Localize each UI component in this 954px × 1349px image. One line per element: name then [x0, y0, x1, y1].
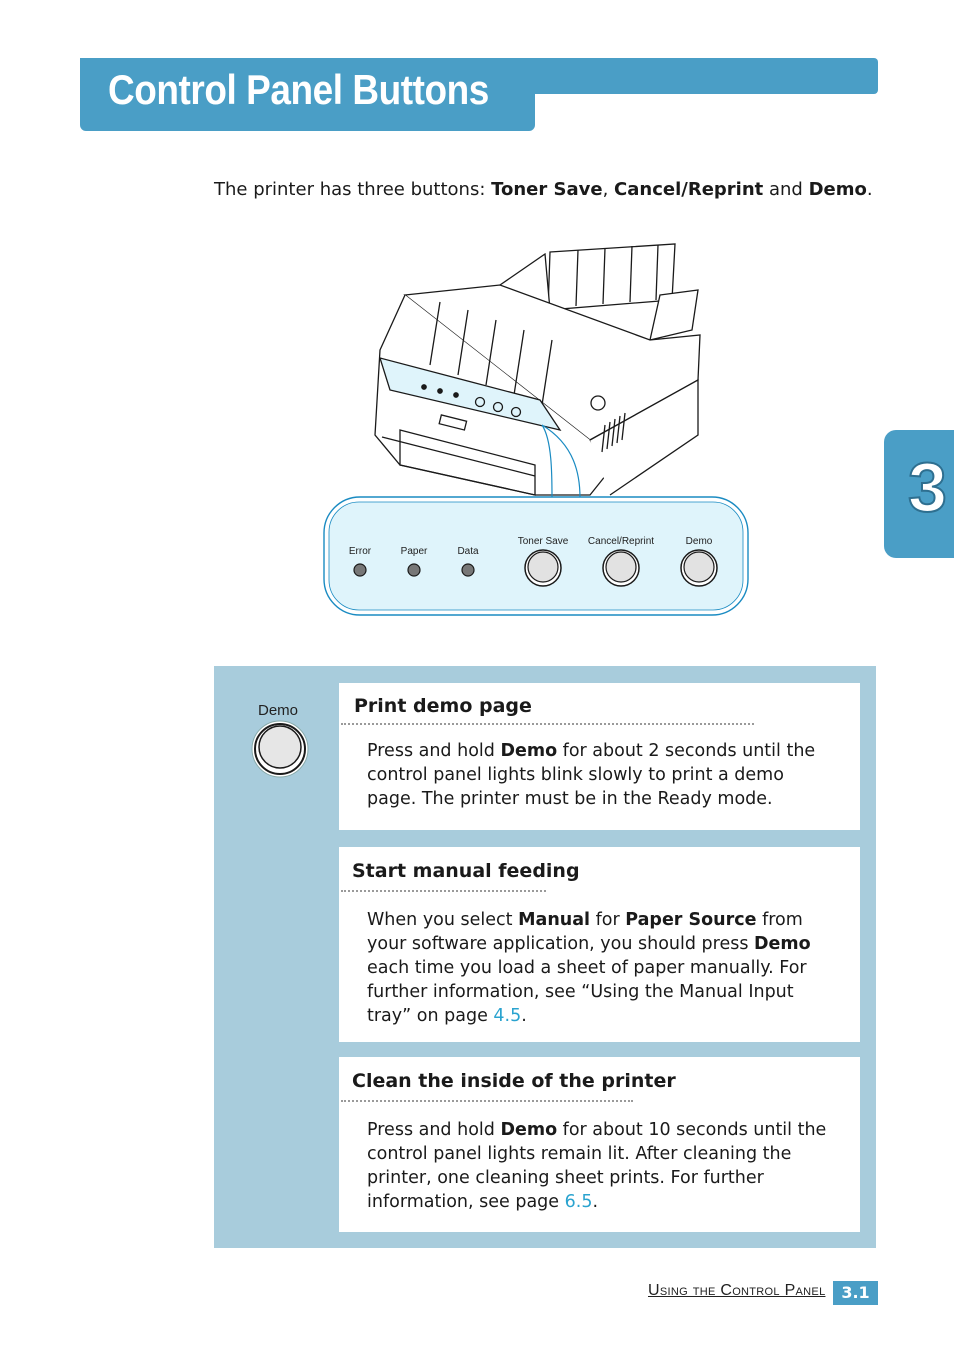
- led-paper-label: Paper: [400, 546, 428, 557]
- led-data-label: Data: [457, 546, 479, 557]
- intro-prefix: The printer has three buttons:: [214, 179, 492, 200]
- body-text: each time you load a sheet of paper manually. For further information, see “Using the Manual Input tray” on page: [367, 958, 807, 1026]
- chapter-number: 3: [908, 448, 947, 526]
- card-start-manual-feeding: [339, 847, 860, 1042]
- title-underline: [341, 1100, 633, 1102]
- printer-drawing: [375, 244, 700, 495]
- cancel-reprint-cap: [606, 552, 636, 582]
- demo-side-button-icon: [250, 720, 310, 778]
- page-number: 3.1: [833, 1281, 878, 1305]
- intro-demo: Demo: [808, 179, 867, 200]
- body-bold: Demo: [754, 934, 811, 954]
- led-error-label: Error: [348, 546, 372, 557]
- body-bold: Demo: [500, 741, 558, 761]
- cancel-reprint-label: Cancel/Reprint: [587, 536, 655, 547]
- body-text: for about 10 seconds until the control panel lights remain lit. After cleaning the printer, one cleaning sheet prints. For further information, see page: [367, 1120, 827, 1212]
- toner-save-label: Toner Save: [517, 536, 569, 547]
- card-title: Start manual feeding: [352, 860, 580, 882]
- intro-toner-save: Toner Save: [491, 179, 603, 200]
- body-text: Press and hold: [367, 741, 501, 761]
- card-body: [367, 908, 837, 1028]
- title-underline: [341, 890, 546, 892]
- intro-suffix: .: [866, 179, 873, 200]
- page-title: Control Panel Buttons: [108, 66, 489, 113]
- body-bold: Manual: [518, 910, 591, 930]
- body-text: .: [521, 1006, 527, 1026]
- card-body: [367, 739, 837, 811]
- toner-save-cap: [528, 552, 558, 582]
- demo-button[interactable]: [681, 536, 717, 586]
- intro-text: [214, 179, 873, 200]
- body-text: When you select: [367, 910, 519, 930]
- led-paper-light: [408, 564, 420, 576]
- intro-cancel-reprint: Cancel/Reprint: [614, 179, 764, 200]
- card-title: Print demo page: [354, 695, 532, 717]
- body-text: Press and hold: [367, 1120, 501, 1140]
- demo-cap: [684, 552, 714, 582]
- led-data-light: [462, 564, 474, 576]
- page-link-6-5[interactable]: 6.5: [564, 1192, 593, 1212]
- card-body: [367, 1118, 837, 1214]
- body-text: for about 2 seconds until the control panel lights blink slowly to print a demo page. The printer must be in the Ready mode.: [367, 741, 816, 809]
- printer-illustration: [320, 240, 752, 620]
- demo-side-cap: [259, 726, 301, 768]
- card-title: Clean the inside of the printer: [352, 1070, 676, 1092]
- led-error-light: [354, 564, 366, 576]
- body-text: for: [590, 910, 626, 930]
- demo-side-label: Demo: [258, 702, 299, 719]
- footer-section-title: Using the Control Panel: [648, 1282, 826, 1299]
- demo-label: Demo: [685, 536, 713, 547]
- page-link-4-5[interactable]: 4.5: [493, 1006, 522, 1026]
- body-text: from your software application, you should press: [367, 910, 803, 954]
- title-underline: [341, 723, 754, 725]
- intro-sep2: and: [763, 179, 809, 200]
- card-print-demo-page: [339, 683, 860, 830]
- body-text: .: [592, 1192, 599, 1212]
- body-bold: Demo: [500, 1120, 558, 1140]
- intro-sep1: ,: [602, 179, 615, 200]
- body-bold: Paper Source: [625, 910, 757, 930]
- card-clean-inside: [339, 1057, 860, 1232]
